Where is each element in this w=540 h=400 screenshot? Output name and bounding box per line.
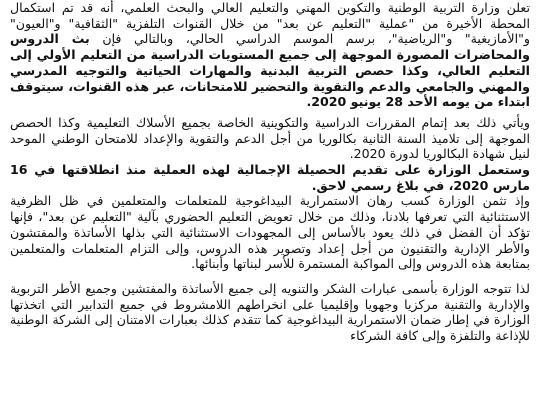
paragraph-announcement [10, 0, 530, 110]
paragraph-completion [10, 115, 530, 162]
announcement-intro-text: تعلن وزارة التربية الوطنية والتكوين المهني والتعليم العالي والبحث العلمي، أنه قد تم استكمال المحطة الأخيرة من "عملية "التعليم عن بعد" من خلال القنوات التلفزية "الثقافية" و"العيون" و"الأمازيغية" و"الرياضية"، برسم الموسم الدراسي الحالي، وبالتالي فإن [10, 0, 530, 47]
appreciation-text: وإذ تثمن الوزارة كسب رهان الاستمرارية البيداغوجية للمتعلمات والمتعلمين في ظل الظرفية الاستثنائية التي تعرفها بلادنا، وذلك من خلال تعويض التعليم الحضوري بآلية "التعليم عن بعد"، فإنها تؤكد أن الفضل في ذلك يعود بالأساس إلى المجهودات الاستثنائية التي بذلها الأساتذة والمفتشون والأطر الإدارية والتقنيون من أجل إعداد وتصوير هذه الدروس، وإلى التزام المتعلمات والمتعلمين بمتابعة هذه الدروس وإلى المواكبة المستمرة للأسر لبناتها وأبنائها. [10, 193, 530, 272]
report-bold-text: وستعمل الوزارة على تقديم الحصيلة الإجمالية لهذه العملية منذ انطلاقتها في 16 مارس 2020، في بلاغ رسمي لاحق. [10, 162, 530, 193]
paragraph-report [10, 162, 530, 193]
paragraph-appreciation [10, 193, 530, 272]
announcement-bold-text: بث الدروس والمحاضرات المصورة الموجهة إلى جميع المستويات الدراسية من التعليم الأولي إلى التعليم العالي، وكذا حصص التربية البدنية والمهارات الحياتية والتوجيه المدرسي والمهني والجامعي والدعم والتقوية والتحضير للامتحانات، عبر هذه القنوات، سيتوقف ابتداء من يومه الأحد 28 يونيو 2020. [10, 31, 530, 110]
thanks-text: لذا تتوجه الوزارة بأسمى عبارات الشكر والتنويه إلى جميع الأساتذة والمفتشين وجميع الأطر التربوية والإدارية والتقنية مركزيا وجهويا وإقليميا على انخراطهم اللامشروط في جميع التدابير التي اتخذتها الوزارة في إطار ضمان الاستمرارية البيداغوجية كما تتقدم كذلك بعبارات الامتنان إلى الشركة الوطنية للإذاعة والتلفزة وإلى كافة الشركاء [10, 280, 530, 344]
paragraph-thanks [10, 281, 530, 344]
completion-text: ويأتي ذلك بعد إتمام المقررات الدراسية والتكوينية الخاصة بجميع الأسلاك التعليمية وكذا الحصص الموجهة إلى تلاميذ السنة الثانية بكالوريا من أجل الدعم والتقوية والإعداد للامتحان الوطني الموحد لنيل شهادة البكالوريا لدورة 2020. [10, 114, 530, 162]
